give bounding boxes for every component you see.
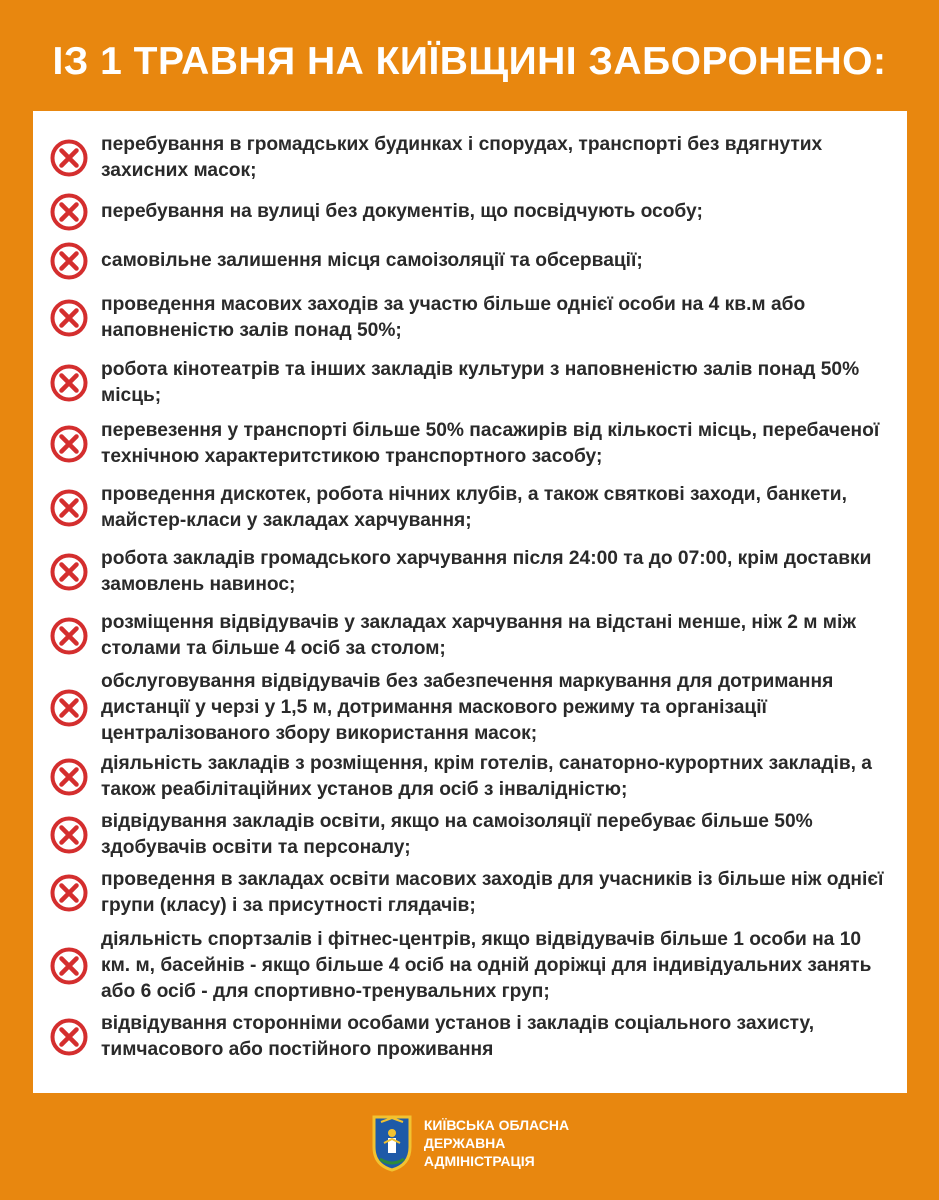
list-item: [49, 1009, 887, 1065]
item-text: проведення дискотек, робота нічних клубів, а також святкові заходи, банкети, майстер-класи у закладах харчування;: [101, 484, 847, 531]
ban-icon: [49, 424, 89, 464]
restrictions-panel: [33, 111, 907, 1093]
list-item: [49, 245, 887, 277]
ban-icon: [49, 757, 89, 797]
item-text: перебування на вулиці без документів, що посвідчують особу;: [101, 201, 703, 222]
list-item: [49, 807, 887, 863]
list-item: [49, 416, 887, 472]
ban-icon: [49, 688, 89, 728]
item-text: самовільне залишення місця самоізоляції та обсервації;: [101, 250, 643, 271]
list-item: [49, 196, 887, 228]
footer: [0, 1113, 939, 1173]
list-item: [49, 480, 887, 536]
ban-icon: [49, 815, 89, 855]
coat-of-arms-icon: [370, 1113, 414, 1173]
org-line: АДМІНІСТРАЦІЯ: [423, 1153, 535, 1169]
item-text: робота кінотеатрів та інших закладів культури з наповненістю залів понад 50% місць;: [101, 359, 860, 406]
list-item: [49, 668, 887, 748]
list-item: [49, 132, 887, 184]
ban-icon: [49, 241, 89, 281]
org-line: ДЕРЖАВНА: [423, 1135, 506, 1151]
item-text: відвідування сторонніми особами установ і закладів соціального захисту, тимчасового або постійного проживання: [101, 1013, 815, 1060]
item-text: відвідування закладів освіти, якщо на самоізоляції перебуває більше 50% здобувачів освіти та персоналу;: [101, 811, 813, 858]
list-item: [49, 749, 887, 805]
item-text: діяльність спортзалів і фітнес-центрів, якщо відвідувачів більше 1 особи на 10 км. м, басейнів - якщо більше 4 осіб на одній доріжці для індивідуальних занять або 6 осіб - для спортивно-тренувальних груп;: [101, 929, 872, 1002]
item-text: розміщення відвідувачів у закладах харчування на відстані менше, ніж 2 м між столами та більше 4 осіб за столом;: [101, 612, 856, 659]
ban-icon: [49, 192, 89, 232]
item-text: проведення в закладах освіти масових заходів для учасників із більше ніж однієї групи (класу) і за присутності глядачів;: [101, 869, 884, 916]
ban-icon: [49, 1017, 89, 1057]
list-item: [49, 290, 887, 346]
org-line: КИЇВСЬКА ОБЛАСНА: [423, 1117, 570, 1133]
item-text: проведення масових заходів за участю більше однієї особи на 4 кв.м або наповненістю залів понад 50%;: [101, 294, 806, 341]
list-item: [49, 608, 887, 664]
list-item: [49, 544, 887, 600]
item-text: діяльність закладів з розміщення, крім готелів, санаторно-курортних закладів, а також реабілітаційних установ для осіб з інвалідністю;: [101, 753, 872, 800]
ban-icon: [49, 138, 89, 178]
organization-name: [424, 1116, 569, 1170]
ban-icon: [49, 298, 89, 338]
ban-icon: [49, 552, 89, 592]
page-title: ІЗ 1 ТРАВНЯ НА КИЇВЩИНІ ЗАБОРОНЕНО:: [52, 40, 887, 83]
ban-icon: [49, 946, 89, 986]
ban-icon: [49, 488, 89, 528]
list-item: [49, 865, 887, 921]
item-text: перевезення у транспорті більше 50% пасажирів від кількості місць, перебаченої технічною характеритстикою транспортного засобу;: [101, 420, 880, 467]
ban-icon: [49, 616, 89, 656]
ban-icon: [49, 363, 89, 403]
ban-icon: [49, 873, 89, 913]
item-text: обслуговування відвідувачів без забезпечення маркування для дотримання дистанції у черзі у 1,5 м, дотримання маскового режиму та організації централізованого збору використання масок;: [101, 671, 834, 744]
list-item: [49, 926, 887, 1006]
item-text: робота закладів громадського харчування після 24:00 та до 07:00, крім доставки замовлень навинос;: [101, 548, 872, 595]
item-text: перебування в громадських будинках і спорудах, транспорті без вдягнутих захисних масок;: [101, 134, 823, 181]
list-item: [49, 355, 887, 411]
